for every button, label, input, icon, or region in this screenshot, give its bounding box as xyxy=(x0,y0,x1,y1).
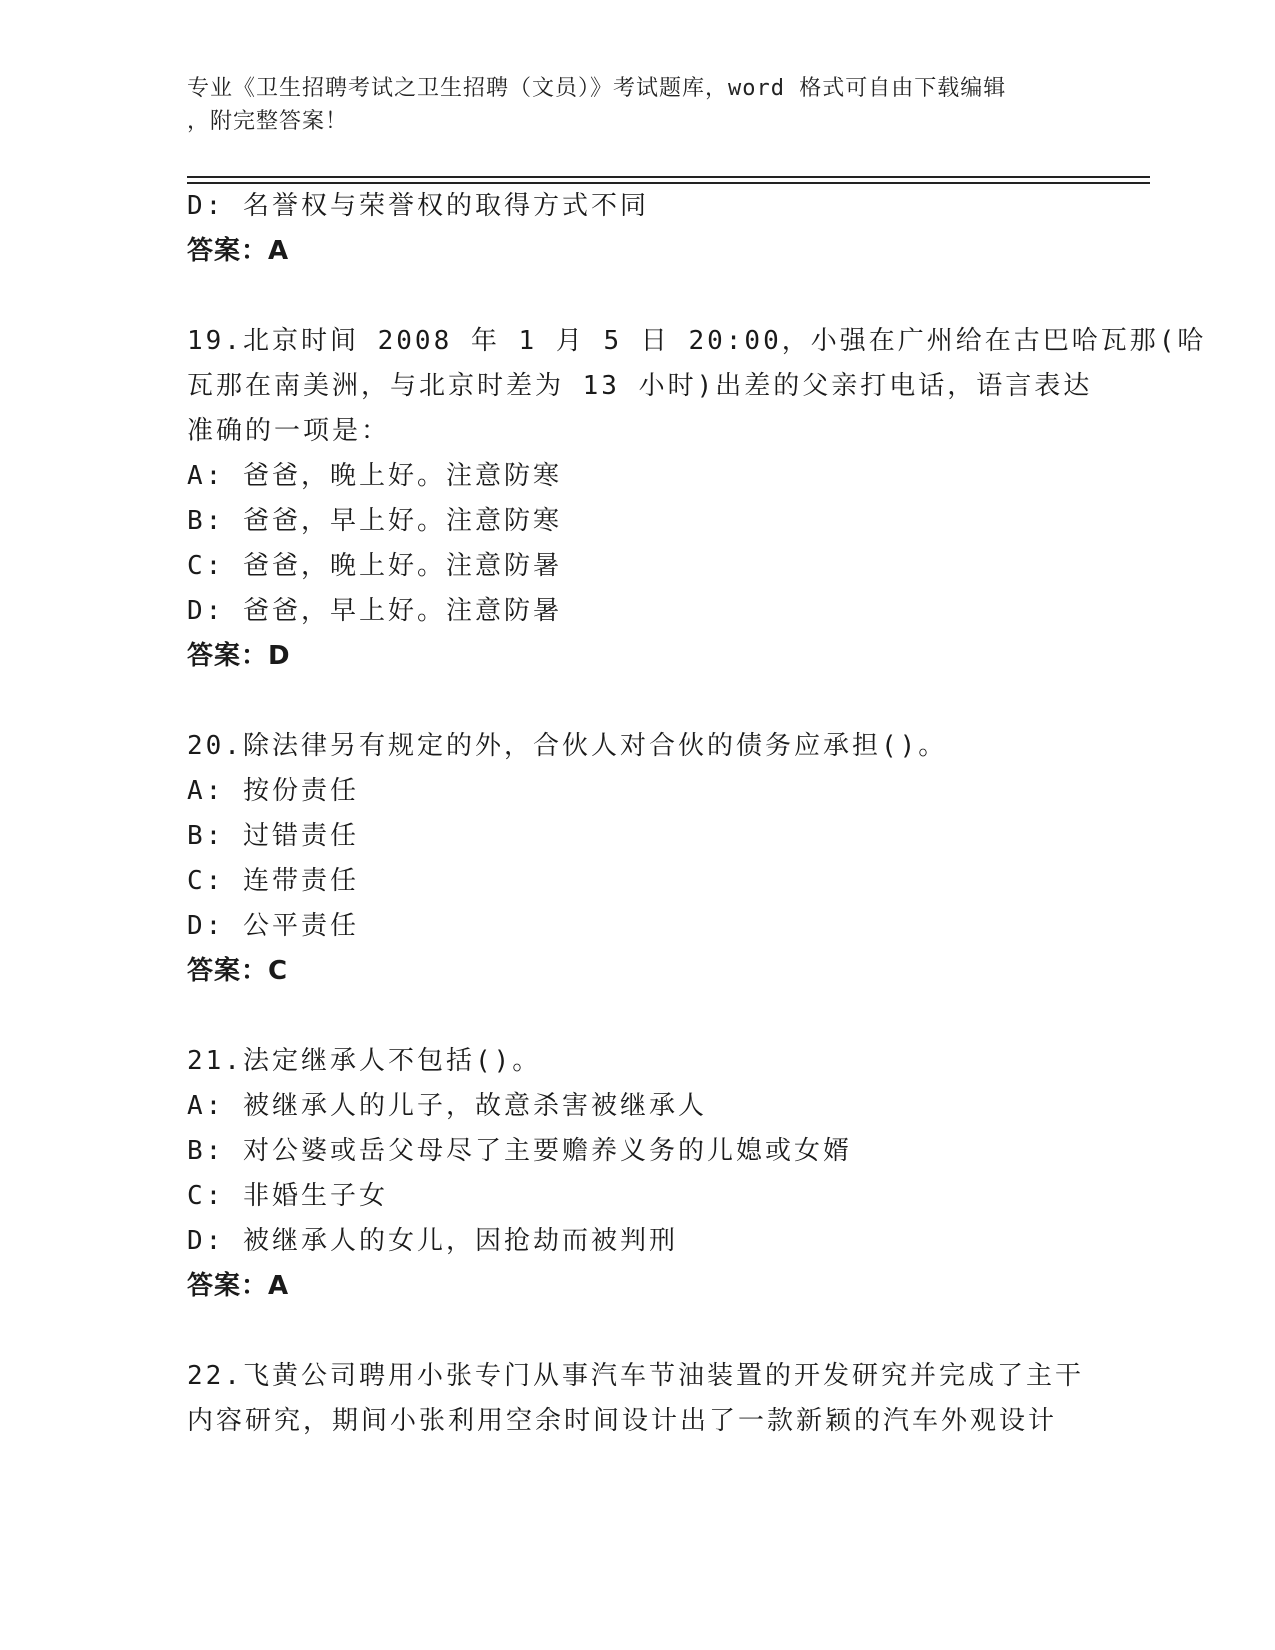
q19-stem-line-2: 瓦那在南美洲，与北京时差为 13 小时)出差的父亲打电话，语言表达 xyxy=(187,371,1093,401)
header-rule-top xyxy=(187,176,1150,178)
q21-stem-line-1: 21.法定继承人不包括()。 xyxy=(187,1046,542,1076)
header-line-1: 专业《卫生招聘考试之卫生招聘（文员）》考试题库，word 格式可自由下载编辑 xyxy=(187,76,1007,101)
q18-answer: 答案：A xyxy=(187,236,290,266)
q21-option-a: A: 被继承人的儿子，故意杀害被继承人 xyxy=(187,1091,707,1121)
q19-option-c: C: 爸爸，晚上好。注意防暑 xyxy=(187,551,562,581)
q20-stem-line-1: 20.除法律另有规定的外，合伙人对合伙的债务应承担()。 xyxy=(187,731,948,761)
q21-option-b: B: 对公婆或岳父母尽了主要赡养义务的儿媳或女婿 xyxy=(187,1136,852,1166)
q19-option-a: A: 爸爸，晚上好。注意防寒 xyxy=(187,461,562,491)
q22-stem-line-1: 22.飞黄公司聘用小张专门从事汽车节油装置的开发研究并完成了主干 xyxy=(187,1361,1084,1391)
q20-answer: 答案：C xyxy=(187,956,289,986)
q21-answer: 答案：A xyxy=(187,1271,290,1301)
document-header xyxy=(187,72,1067,138)
q20-option-b: B: 过错责任 xyxy=(187,821,359,851)
header-line-2: ，附完整答案！ xyxy=(187,109,349,134)
q19-stem-line-3: 准确的一项是： xyxy=(187,416,391,446)
q19-answer: 答案：D xyxy=(187,641,291,671)
header-rule-bottom xyxy=(187,182,1150,184)
q19-option-b: B: 爸爸，早上好。注意防寒 xyxy=(187,506,562,536)
q20-option-d: D: 公平责任 xyxy=(187,911,359,941)
q20-option-a: A: 按份责任 xyxy=(187,776,359,806)
q21-option-d: D: 被继承人的女儿，因抢劫而被判刑 xyxy=(187,1226,678,1256)
q22-stem-line-2: 内容研究，期间小张利用空余时间设计出了一款新颖的汽车外观设计 xyxy=(187,1406,1058,1436)
q19-stem-line-1: 19.北京时间 2008 年 1 月 5 日 20:00，小强在广州给在古巴哈瓦那(哈 xyxy=(187,326,1207,356)
q19-option-d: D: 爸爸，早上好。注意防暑 xyxy=(187,596,562,626)
q21-option-c: C: 非婚生子女 xyxy=(187,1181,388,1211)
q18-option-d: D: 名誉权与荣誉权的取得方式不同 xyxy=(187,191,649,221)
q20-option-c: C: 连带责任 xyxy=(187,866,359,896)
